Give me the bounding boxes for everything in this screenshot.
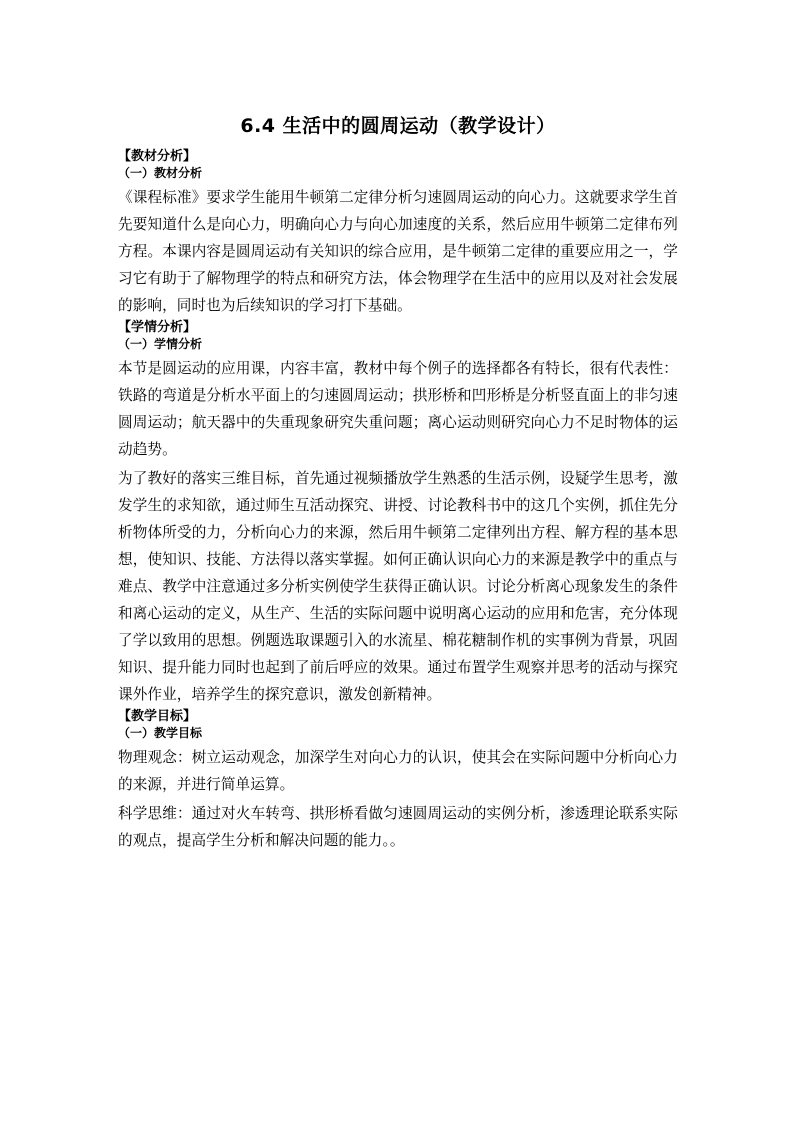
paragraph-objectives-2: 科学思维：通过对火车转弯、拱形桥看做匀速圆周运动的实例分析，渗透理论联系实际的观点，提高学生分析和解决问题的能力。。	[118, 805, 678, 849]
sub-heading-students: （一）学情分析	[118, 337, 203, 351]
sub-heading-objectives: （一）教学目标	[118, 726, 203, 740]
section-heading-objectives: 【教学目标】	[118, 709, 197, 724]
section-students	[118, 319, 678, 708]
section-heading-students: 【学情分析】	[118, 320, 197, 335]
section-heading-material: 【教材分析】	[118, 149, 197, 164]
paragraph-students-1: 本节是圆运动的应用课，内容丰富，教材中每个例子的选择都各有特长，很有代表性：铁路的弯道是分析水平面上的匀速圆周运动；拱形桥和凹形桥是分析竖直面上的非匀速圆周运动；航天器中的失重现象研究失重问题；离心运动则研究向心力不足时物体的运动趋势。	[118, 360, 678, 458]
paragraph-students-2: 为了教好的落实三维目标，首先通过视频播放学生熟悉的生活示例，设疑学生思考，激发学生的求知欲，通过师生互活动探究、讲授、讨论教科书中的这几个实例，抓住先分析物体所受的力，分析向心力的来源，然后用牛顿第二定律列出方程、解方程的基本思想，使知识、技能、方法得以落实掌握。如何正确认识向心力的来源是教学中的重点与难点、教学中注意通过多分析实例使学生获得正确认识。讨论分析离心现象发生的条件和离心运动的定义，从生产、生活的实际问题中说明离心运动的应用和危害，充分体现了学以致用的思想。例题选取课题引入的水流星、棉花糖制作机的实事例为背景，巩固知识、提升能力同时也起到了前后呼应的效果。通过布置学生观察并思考的活动与探究课外作业，培养学生的探究意识，激发创新精神。	[118, 470, 678, 703]
section-objectives	[118, 708, 678, 854]
document-content	[118, 112, 678, 856]
section-material	[118, 148, 678, 319]
paragraph-objectives-1: 物理观念：树立运动观念，加深学生对向心力的认识，使其会在实际问题中分析向心力的来源，并进行简单运算。	[118, 749, 678, 793]
paragraph-material: 《课程标准》要求学生能用牛顿第二定律分析匀速圆周运动的向心力。这就要求学生首先要知道什么是向心力，明确向心力与向心加速度的关系，然后应用牛顿第二定律布列方程。本课内容是圆周运动有关知识的综合应用，是牛顿第二定律的重要应用之一，学习它有助于了解物理学的特点和研究方法，体会物理学在生活中的应用以及对社会发展的影响，同时也为后续知识的学习打下基础。	[118, 189, 678, 314]
sub-heading-material: （一）教材分析	[118, 166, 203, 180]
page-title: 6.4 生活中的圆周运动（教学设计）	[240, 115, 556, 137]
